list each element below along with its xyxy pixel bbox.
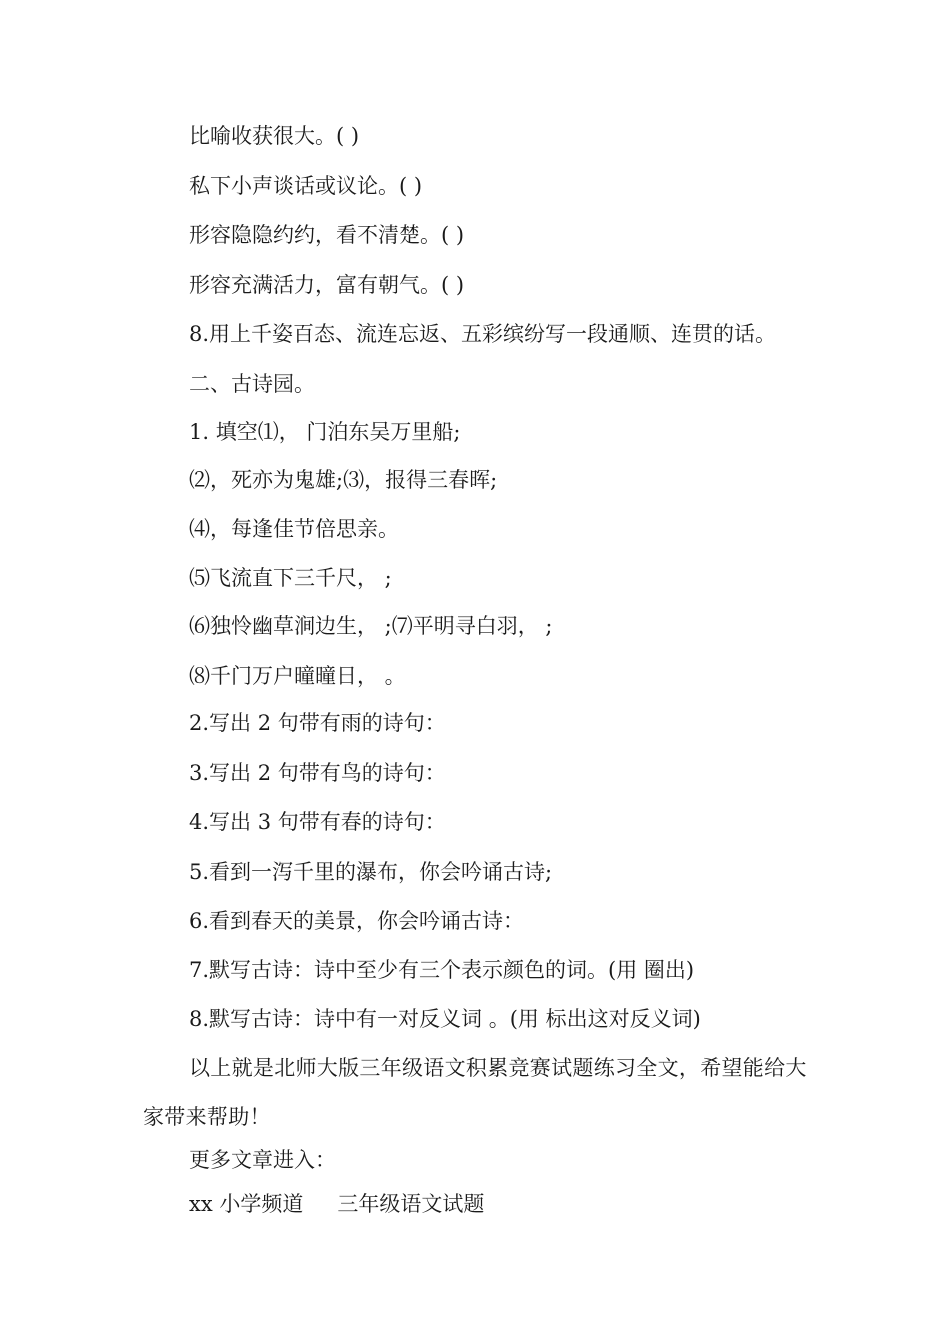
question-5-waterfall: 5.看到一泻千里的瀑布，你会吟诵古诗;: [189, 860, 553, 884]
definition-item-1: 比喻收获很大。( ): [189, 124, 360, 148]
question-8-writing: 8.用上千姿百态、流连忘返、五彩缤纷写一段通顺、连贯的话。: [189, 322, 777, 346]
fill-blank-1: 1. 填空⑴， 门泊东吴万里船;: [189, 420, 461, 444]
question-8-antonyms: 8.默写古诗：诗中有一对反义词 。(用 标出这对反义词): [189, 1007, 701, 1031]
section-heading-ancient-poems: 二、古诗园。: [189, 372, 315, 396]
fill-blank-4: ⑷，每逢佳节倍思亲。: [189, 517, 399, 541]
definition-item-2: 私下小声谈话或议论。( ): [189, 174, 423, 198]
link-grade3-chinese-tests[interactable]: 三年级语文试题: [337, 1192, 485, 1216]
fill-blank-5: ⑸飞流直下三千尺， ;: [189, 566, 392, 590]
closing-paragraph: 以上就是北师大版三年级语文积累竞赛试题练习全文，希望能给大家带来帮助！: [143, 1056, 807, 1129]
more-articles-label: 更多文章进入：: [189, 1148, 336, 1172]
question-6-spring-scenery: 6.看到春天的美景，你会吟诵古诗：: [189, 909, 525, 933]
question-3-bird-poems: 3.写出 2 句带有鸟的诗句：: [189, 761, 446, 785]
question-2-rain-poems: 2.写出 2 句带有雨的诗句：: [189, 711, 446, 735]
fill-blank-8: ⑻千门万户曈曈日， 。: [189, 664, 406, 688]
fill-blank-6-7: ⑹独怜幽草涧边生， ;⑺平明寻白羽， ;: [189, 614, 553, 638]
question-4-spring-poems: 4.写出 3 句带有春的诗句：: [189, 810, 446, 834]
fill-blank-2-3: ⑵，死亦为鬼雄;⑶，报得三春晖;: [189, 468, 498, 492]
article-links: [189, 1190, 484, 1218]
definition-item-4: 形容充满活力，富有朝气。( ): [189, 273, 465, 297]
definition-item-3: 形容隐隐约约，看不清楚。( ): [189, 223, 465, 247]
link-primary-channel[interactable]: xx 小学频道: [189, 1192, 304, 1216]
question-7-colors: 7.默写古诗：诗中至少有三个表示颜色的词。(用 圈出): [189, 958, 695, 982]
